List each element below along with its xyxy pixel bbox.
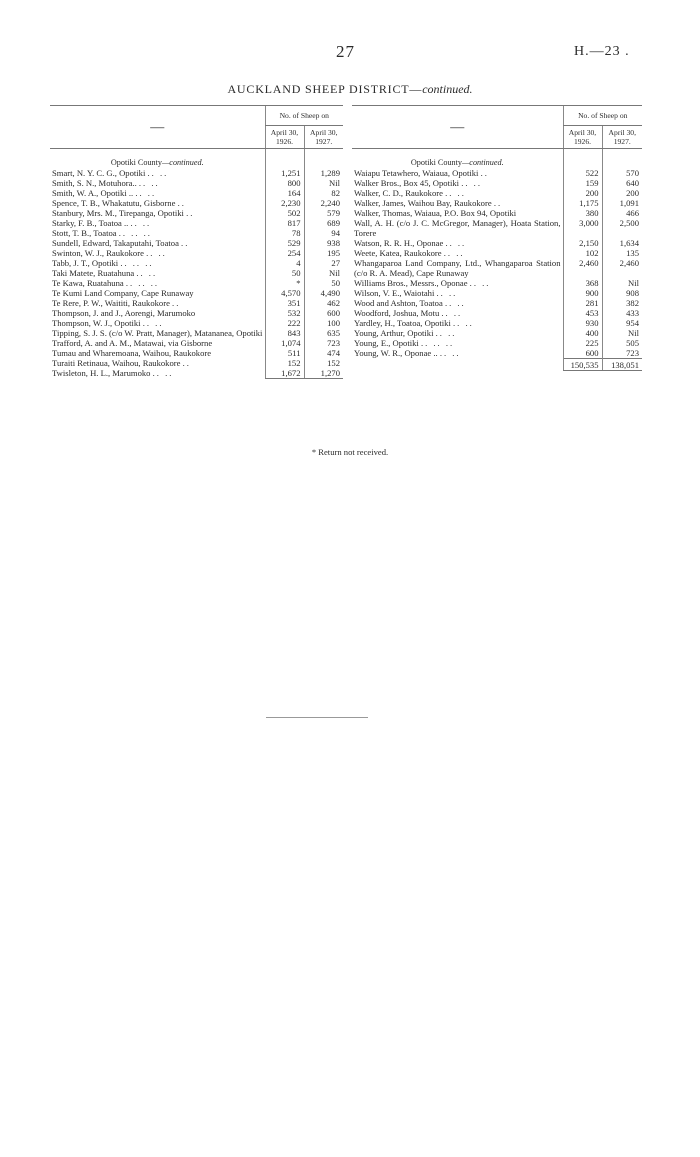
sheep-count-1926: 1,672 xyxy=(265,368,304,379)
table-row xyxy=(50,268,343,278)
owner-name-text: Weete, Katea, Raukokore xyxy=(354,248,442,258)
sheep-count-group-header: No. of Sheep on xyxy=(563,106,642,126)
leader-dots: .. .. xyxy=(469,278,491,288)
leader-dots: .. .. xyxy=(439,348,461,358)
sheep-count-1926: 843 xyxy=(265,328,304,338)
owner-column-header: — xyxy=(50,106,265,149)
sheep-count-1927: 152 xyxy=(304,358,343,368)
owner-name-text: Young, Arthur, Opotiki xyxy=(354,328,434,338)
owner-name-text: Te Kumi Land Company, Cape Runaway xyxy=(52,288,194,298)
sheep-count-1927: 2,240 xyxy=(304,198,343,208)
table-row xyxy=(352,238,642,248)
owner-column-header: — xyxy=(352,106,563,149)
sheep-count-1927: 1,091 xyxy=(602,198,642,208)
sheep-count-1927: 4,490 xyxy=(304,288,343,298)
owner-name-text: Young, E., Opotiki xyxy=(354,338,419,348)
year-1926-header: April 30, 1926. xyxy=(265,126,304,149)
sheep-count-1927: 466 xyxy=(602,208,642,218)
leader-dots: .. .. .. xyxy=(118,228,152,238)
sheep-count-1927: 723 xyxy=(304,338,343,348)
sheep-count-1926: 1,074 xyxy=(265,338,304,348)
leader-dots: .. .. xyxy=(445,238,467,248)
sheep-count-1926: 2,460 xyxy=(563,258,602,278)
table-row xyxy=(50,168,343,178)
sheep-count-1926: 102 xyxy=(563,248,602,258)
owner-name-text: Spence, T. B., Whakatutu, Gisborne xyxy=(52,198,176,208)
sheep-count-1927: 462 xyxy=(304,298,343,308)
sheep-count-1926: 254 xyxy=(265,248,304,258)
owner-name xyxy=(50,318,265,328)
owner-name xyxy=(352,178,563,188)
sheep-count-1926: 532 xyxy=(265,308,304,318)
leader-dots: .. .. xyxy=(444,298,466,308)
sheep-count-1927: 100 xyxy=(304,318,343,328)
owner-name xyxy=(352,248,563,258)
owner-name xyxy=(50,198,265,208)
owner-name xyxy=(352,188,563,198)
owner-name xyxy=(50,268,265,278)
owner-name-text: Walker Bros., Box 45, Opotiki xyxy=(354,178,460,188)
page-title xyxy=(0,82,700,97)
sheep-count-1926: 600 xyxy=(563,348,602,359)
sheep-count-1926: 930 xyxy=(563,318,602,328)
sheep-count-1927: 600 xyxy=(304,308,343,318)
owner-name-text: Starky, F. B., Toatoa .. xyxy=(52,218,129,228)
sheep-count-1927: Nil xyxy=(304,178,343,188)
sheep-count-1927: 474 xyxy=(304,348,343,358)
owner-name xyxy=(352,328,563,338)
owner-name-text: Smart, N. Y. C. G., Opotiki xyxy=(52,168,146,178)
sheep-count-1926: 1,251 xyxy=(265,168,304,178)
sheep-count-1927: 640 xyxy=(602,178,642,188)
table-row xyxy=(50,298,343,308)
leader-dots: .. xyxy=(181,238,190,248)
county-continued: —continued. xyxy=(162,158,204,167)
sheep-count-1927: 570 xyxy=(602,168,642,178)
owner-name xyxy=(352,258,563,278)
sheep-count-1926: 511 xyxy=(265,348,304,358)
leader-dots: .. xyxy=(177,198,186,208)
owner-name xyxy=(50,328,265,338)
owner-name xyxy=(352,288,563,298)
year-1927-header: April 30, 1927. xyxy=(602,126,642,149)
owner-name xyxy=(352,198,563,208)
owner-name xyxy=(352,348,563,359)
table-row xyxy=(50,278,343,288)
sheep-count-1926: 351 xyxy=(265,298,304,308)
leader-dots: .. .. xyxy=(461,178,482,188)
table-row xyxy=(352,308,642,318)
table-row xyxy=(50,338,343,348)
owner-name xyxy=(352,318,563,328)
document-reference: H.—23 . xyxy=(574,44,630,59)
sheep-count-1927: 938 xyxy=(304,238,343,248)
owner-name xyxy=(50,298,265,308)
sheep-count-1927: 908 xyxy=(602,288,642,298)
leader-dots: .. .. xyxy=(135,188,157,198)
owner-name-text: Tumau and Wharemoana, Waihou, Raukokore xyxy=(52,348,212,358)
total-1926: 150,535 xyxy=(563,359,602,371)
table-row xyxy=(352,258,642,278)
owner-name-text: Wood and Ashton, Toatoa xyxy=(354,298,443,308)
table-row xyxy=(50,288,343,298)
table-row xyxy=(50,318,343,328)
page-number: 27 xyxy=(336,42,355,61)
sheep-count-1927: 2,460 xyxy=(602,258,642,278)
total-1927: 138,051 xyxy=(602,359,642,371)
title-continued: continued. xyxy=(422,82,473,96)
owner-name-text: Walker, Thomas, Waiaua, P.O. Box 94, Opotiki xyxy=(354,208,517,218)
owner-name xyxy=(352,308,563,318)
owner-name-text: Woodford, Joshua, Motu xyxy=(354,308,440,318)
sheep-count-1927: 505 xyxy=(602,338,642,348)
county-heading xyxy=(50,149,265,169)
sheep-count-1927: 2,500 xyxy=(602,218,642,238)
owner-name xyxy=(50,288,265,298)
owner-name xyxy=(352,338,563,348)
leader-dots: .. xyxy=(182,358,191,368)
table-row xyxy=(352,318,642,328)
owner-name xyxy=(50,358,265,368)
leader-dots: .. .. xyxy=(443,248,465,258)
sheep-count-1927: 579 xyxy=(304,208,343,218)
owner-name-text: Waiapu Tetawhero, Waiaua, Opotiki xyxy=(354,168,479,178)
owner-name xyxy=(50,338,265,348)
owner-name xyxy=(352,278,563,288)
owner-name-text: Smith, W. A., Opotiki .. xyxy=(52,188,134,198)
owner-name-text: Young, W. R., Oponae .. xyxy=(354,348,438,358)
leader-dots: .. .. xyxy=(146,248,167,258)
owner-name-text: Thompson, J. and J., Aorengi, Marumoko xyxy=(52,308,196,318)
table-row xyxy=(352,168,642,178)
owner-name-text: Thompson, W. J., Opotiki xyxy=(52,318,141,328)
right-table-body xyxy=(352,149,642,371)
county-heading xyxy=(352,149,563,169)
sheep-count-1927: Nil xyxy=(602,278,642,288)
leader-dots: .. .. xyxy=(136,268,158,278)
sheep-count-1927: 94 xyxy=(304,228,343,238)
owner-name-text: Te Kawa, Ruatahuna xyxy=(52,278,124,288)
table-row xyxy=(352,198,642,208)
sheep-count-1926: 50 xyxy=(265,268,304,278)
owner-name xyxy=(50,168,265,178)
sheep-count-1926: 4 xyxy=(265,258,304,268)
leader-dots: .. .. xyxy=(435,328,457,338)
sheep-count-1926: 152 xyxy=(265,358,304,368)
sheep-count-1926: 529 xyxy=(265,238,304,248)
owner-name xyxy=(50,188,265,198)
county-continued: —continued. xyxy=(462,158,504,167)
sheep-count-1927: 382 xyxy=(602,298,642,308)
owner-name xyxy=(50,348,265,358)
owner-name xyxy=(50,278,265,288)
sheep-count-1926: 225 xyxy=(563,338,602,348)
owner-name-text: Walker, C. D., Raukokore xyxy=(354,188,443,198)
leader-dots: .. xyxy=(172,298,181,308)
table-row xyxy=(352,348,642,359)
owner-name-text: Swinton, W. J., Raukokore xyxy=(52,248,144,258)
sheep-count-1927: 82 xyxy=(304,188,343,198)
county-name: Opotiki County xyxy=(110,158,163,167)
owner-name xyxy=(50,248,265,258)
sheep-count-group-header: No. of Sheep on xyxy=(265,106,343,126)
sheep-count-1926: 453 xyxy=(563,308,602,318)
table-row xyxy=(50,208,343,218)
leader-dots: .. .. xyxy=(142,318,164,328)
table-row xyxy=(50,188,343,198)
table-row xyxy=(50,308,343,318)
owner-name xyxy=(352,208,563,218)
owner-name xyxy=(352,218,563,238)
sheep-count-1927: Nil xyxy=(304,268,343,278)
sheep-count-1927: 1,634 xyxy=(602,238,642,248)
owner-name-text: Tabb, J. T., Opotiki xyxy=(52,258,119,268)
table-row xyxy=(50,248,343,258)
year-1927-header: April 30, 1927. xyxy=(304,126,343,149)
sheep-count-1926: 400 xyxy=(563,328,602,338)
sheep-count-1926: 3,000 xyxy=(563,218,602,238)
table-row xyxy=(50,368,343,379)
owner-name xyxy=(50,218,265,228)
owner-name xyxy=(50,208,265,218)
table-row xyxy=(352,218,642,238)
owner-name xyxy=(50,368,265,379)
owner-name-text: Yardley, H., Toatoa, Opotiki xyxy=(354,318,451,328)
owner-name xyxy=(352,298,563,308)
sheep-count-1926: 522 xyxy=(563,168,602,178)
owner-name-text: Tipping, S. J. S. (c/o W. Pratt, Manager), Matananea, Opotiki xyxy=(52,328,263,338)
leader-dots: .. .. xyxy=(441,308,463,318)
table-row xyxy=(50,178,343,188)
sheep-count-1927: 635 xyxy=(304,328,343,338)
sheep-count-1926: 222 xyxy=(265,318,304,328)
sheep-count-1926: 368 xyxy=(563,278,602,288)
sheep-count-1927: 723 xyxy=(602,348,642,359)
table-row xyxy=(352,248,642,258)
leader-dots: .. xyxy=(493,198,503,208)
sheep-count-1926: 2,150 xyxy=(563,238,602,248)
owner-name xyxy=(50,228,265,238)
owner-name xyxy=(50,178,265,188)
leader-dots: .. .. xyxy=(453,318,474,328)
sheep-count-1926: 800 xyxy=(265,178,304,188)
owner-name xyxy=(352,168,563,178)
county-name: Opotiki County xyxy=(410,158,463,167)
table-row xyxy=(50,258,343,268)
owner-name-text: Stanbury, Mrs. M., Tirepanga, Opotiki xyxy=(52,208,184,218)
owner-name-text: Wilson, V. E., Waiotahi xyxy=(354,288,435,298)
sheep-count-1927: 135 xyxy=(602,248,642,258)
table-row xyxy=(352,208,642,218)
table-row xyxy=(50,358,343,368)
leader-dots: .. .. xyxy=(436,288,458,298)
owner-name-text: Trafford, A. and A. M., Matawai, via Gisborne xyxy=(52,338,213,348)
left-table-body xyxy=(50,149,343,379)
sheep-count-1926: 200 xyxy=(563,188,602,198)
footnote: * Return not received. xyxy=(311,447,389,457)
table-row xyxy=(50,228,343,238)
table-row xyxy=(50,218,343,228)
owner-name-text: Watson, R. R. H., Oponae xyxy=(354,238,444,248)
sheep-count-1926: 78 xyxy=(265,228,304,238)
table-row xyxy=(50,328,343,338)
sheep-count-1926: 1,175 xyxy=(563,198,602,208)
owner-name-text: Twisleton, H. L., Marumoko xyxy=(52,368,151,378)
sheep-count-1926: 2,230 xyxy=(265,198,304,208)
sheep-count-1926: 817 xyxy=(265,218,304,228)
leader-dots: .. .. xyxy=(138,178,160,188)
leader-dots: .. .. xyxy=(130,218,152,228)
owner-name-text: Wall, A. H. (c/o J. C. McGregor, Manager), Hoata Station, Torere xyxy=(354,218,561,238)
table-row xyxy=(352,338,642,348)
table-row xyxy=(50,348,343,358)
owner-name-text: Sundell, Edward, Takaputahi, Toatoa xyxy=(52,238,179,248)
title-main: AUCKLAND SHEEP DISTRICT— xyxy=(227,82,423,96)
sheep-count-1927: 1,289 xyxy=(304,168,343,178)
table-row xyxy=(50,198,343,208)
sheep-table-left xyxy=(50,105,343,379)
owner-name-text: Stott, T. B., Toatoa xyxy=(52,228,117,238)
owner-name-text: Turaiti Retinaua, Waihou, Raukokore xyxy=(52,358,181,368)
table-row xyxy=(352,178,642,188)
table-row xyxy=(352,298,642,308)
table-row xyxy=(352,278,642,288)
leader-dots: .. xyxy=(480,168,489,178)
table-row xyxy=(352,288,642,298)
owner-name xyxy=(352,238,563,248)
leader-dots: .. .. xyxy=(147,168,169,178)
sheep-count-1927: 195 xyxy=(304,248,343,258)
sheep-count-1927: 27 xyxy=(304,258,343,268)
sheep-count-1927: Nil xyxy=(602,328,642,338)
owner-name-text: Whangaparoa Land Company, Ltd., Whangaparoa Station (c/o R. A. Mead), Cape Runaway xyxy=(354,258,561,278)
owner-name xyxy=(50,238,265,248)
owner-name xyxy=(50,258,265,268)
sheep-count-1927: 50 xyxy=(304,278,343,288)
leader-dots: .. .. .. xyxy=(120,258,154,268)
leader-dots: .. .. .. xyxy=(125,278,160,288)
owner-name-text: Walker, James, Waihou Bay, Raukokore xyxy=(354,198,492,208)
owner-name-text: Te Rere, P. W., Waititi, Raukokore xyxy=(52,298,170,308)
sheep-count-1926: 502 xyxy=(265,208,304,218)
owner-name xyxy=(50,308,265,318)
sheep-count-1927: 954 xyxy=(602,318,642,328)
owner-name-text: Taki Matete, Ruatahuna xyxy=(52,268,135,278)
sheep-count-1927: 1,270 xyxy=(304,368,343,379)
sheep-count-1926: 380 xyxy=(563,208,602,218)
sheep-count-1927: 433 xyxy=(602,308,642,318)
sheep-count-1926: 159 xyxy=(563,178,602,188)
totals-row xyxy=(352,359,642,371)
sheep-count-1926: 281 xyxy=(563,298,602,308)
leader-dots: .. xyxy=(186,208,195,218)
sheep-count-1927: 200 xyxy=(602,188,642,198)
table-row xyxy=(352,188,642,198)
sheep-count-1926: 164 xyxy=(265,188,304,198)
owner-name-text: Williams Bros., Messrs., Oponae xyxy=(354,278,468,288)
leader-dots: .. .. xyxy=(445,188,466,198)
sheep-count-1926: 900 xyxy=(563,288,602,298)
leader-dots: .. .. xyxy=(152,368,174,378)
year-1926-header: April 30, 1926. xyxy=(563,126,602,149)
sheep-count-1926: * xyxy=(265,278,304,288)
table-row xyxy=(352,328,642,338)
sheep-table-right xyxy=(352,105,642,371)
sheep-count-1927: 689 xyxy=(304,218,343,228)
owner-name-text: Smith, S. N., Motuhora.. xyxy=(52,178,137,188)
closing-rule xyxy=(266,717,368,718)
leader-dots: .. .. .. xyxy=(420,338,455,348)
table-row xyxy=(50,238,343,248)
sheep-count-1926: 4,570 xyxy=(265,288,304,298)
